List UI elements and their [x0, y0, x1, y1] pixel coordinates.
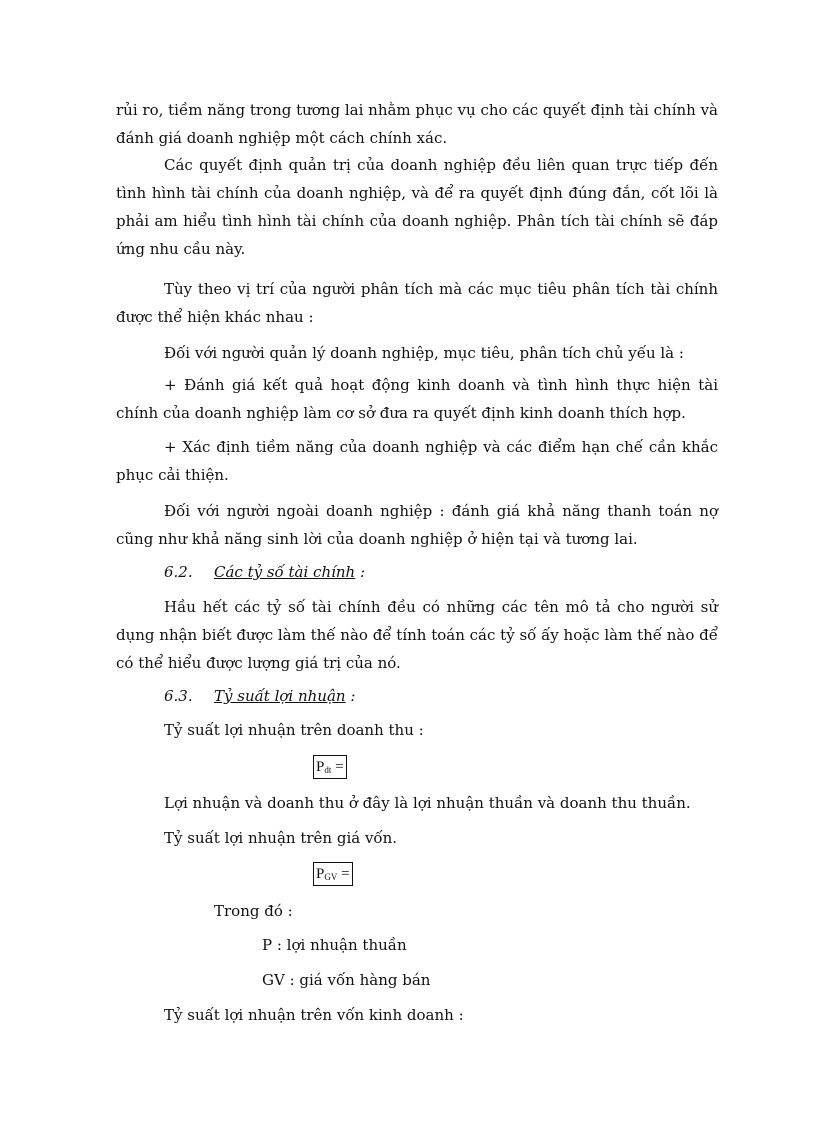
- section-heading-6-2: 6.2. Các tỷ số tài chính :: [164, 563, 366, 581]
- paragraph-8: Hầu hết các tỷ số tài chính đều có những các tên mô tả cho người sử dụng nhận biết được làm thế nào để tính toán các tỷ số ấy hoặc làm thế nào để có thể hiểu được lượng giá trị của nó.: [116, 598, 718, 672]
- profit-on-revenue-label: Tỷ suất lợi nhuận trên doanh thu :: [164, 721, 424, 739]
- where-label: Trong đó :: [214, 902, 293, 920]
- formula-pgv: $P_{GV}$ =: [313, 862, 353, 886]
- paragraph-2: Các quyết định quản trị của doanh nghiệp đều liên quan trực tiếp đến tình hình tài chính của doanh nghiệp, và để ra quyết định đúng đắn, cốt lõi là phải am hiểu tình hình tài chính của doanh nghiệp. Phân tích tài chính sẽ đáp ứng nhu cầu này.: [116, 156, 718, 258]
- section-heading-6-3: 6.3. Tỷ suất lợi nhuận :: [164, 687, 356, 705]
- section-title: Tỷ suất lợi nhuận: [214, 687, 346, 705]
- section-number: 6.2.: [164, 563, 193, 581]
- profit-revenue-note: Lợi nhuận và doanh thu ở đây là lợi nhuận thuần và doanh thu thuần.: [164, 794, 691, 812]
- paragraph-7: Đối với người ngoài doanh nghiệp : đánh giá khả năng thanh toán nợ cũng như khả năng sinh lời của doanh nghiệp ở hiện tại và tương lai.: [116, 502, 718, 548]
- paragraph-6: + Xác định tiềm năng của doanh nghiệp và các điểm hạn chế cần khắc phục cải thiện.: [116, 438, 718, 484]
- paragraph-1: rủi ro, tiềm năng trong tương lai nhằm phục vụ cho các quyết định tài chính và đánh giá doanh nghiệp một cách chính xác.: [116, 101, 718, 147]
- section-title: Các tỷ số tài chính: [214, 563, 356, 581]
- formula-pdt: $P_{dt}$ =: [313, 755, 347, 779]
- paragraph-4: Đối với người quản lý doanh nghiệp, mục tiêu, phân tích chủ yếu là :: [164, 344, 684, 362]
- paragraph-3: Tùy theo vị trí của người phân tích mà các mục tiêu phân tích tài chính được thể hiện khác nhau :: [116, 280, 718, 326]
- paragraph-5: + Đánh giá kết quả hoạt động kinh doanh và tình hình thực hiện tài chính của doanh nghiệp làm cơ sở đưa ra quyết định kinh doanh thích hợp.: [116, 376, 718, 422]
- definition-gv: GV : giá vốn hàng bán: [262, 971, 431, 989]
- profit-on-cost-label: Tỷ suất lợi nhuận trên giá vốn.: [164, 829, 398, 847]
- profit-on-capital-label: Tỷ suất lợi nhuận trên vốn kinh doanh :: [164, 1006, 464, 1024]
- section-number: 6.3.: [164, 687, 193, 705]
- definition-p: P : lợi nhuận thuần: [262, 936, 407, 954]
